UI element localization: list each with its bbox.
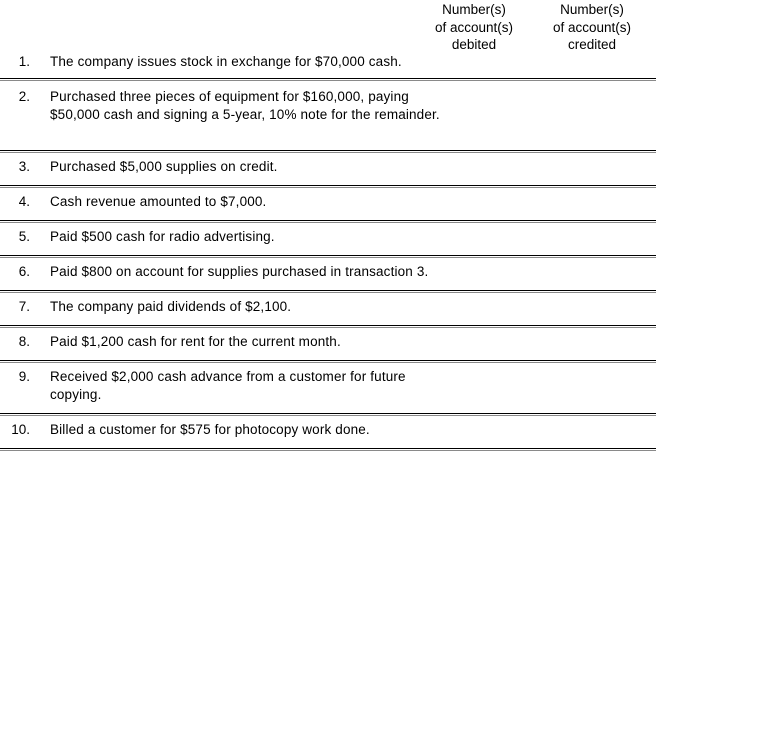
transaction-row (0, 257, 656, 291)
transaction-row (0, 52, 656, 79)
transaction-row (0, 327, 656, 361)
transaction-number: 6. (18, 264, 30, 279)
transaction-description: The company issues stock in exchange for $70,000 cash. (50, 54, 402, 69)
transaction-number: 2. (18, 89, 30, 104)
transaction-row (0, 292, 656, 326)
transaction-number: 9. (18, 369, 30, 384)
transaction-row (0, 187, 656, 221)
credited-header-line-2: of account(s) (552, 19, 632, 35)
transaction-description: Paid $1,200 cash for rent for the current month. (50, 334, 341, 349)
transaction-description: Paid $500 cash for radio advertising. (50, 229, 275, 244)
transaction-number: 3. (18, 159, 30, 174)
transaction-number: 10. (11, 422, 30, 437)
transaction-description: Purchased three pieces of equipment for $160,000, paying $50,000 cash and signing a 5-year, 10% note for the remainder. (50, 89, 440, 122)
debited-header-line-1: Number(s) (442, 2, 506, 17)
transaction-description: Purchased $5,000 supplies on credit. (50, 159, 278, 174)
transaction-description: Cash revenue amounted to $7,000. (50, 194, 267, 209)
transaction-number: 7. (18, 299, 30, 314)
transaction-description: Paid $800 on account for supplies purchased in transaction 3. (50, 264, 429, 279)
transaction-row (0, 222, 656, 256)
transaction-description: The company paid dividends of $2,100. (50, 299, 292, 314)
debited-header-line-3: debited (451, 37, 497, 52)
debited-header-line-2: of account(s) (434, 19, 514, 35)
transaction-number: 8. (18, 334, 30, 349)
transaction-row (0, 152, 656, 186)
transaction-number: 4. (18, 194, 30, 209)
transaction-number: 1. (18, 54, 30, 69)
credited-column-header (537, 1, 647, 54)
transaction-row (0, 80, 656, 151)
credited-header-line-3: credited (567, 37, 617, 52)
debited-column-header (419, 1, 529, 54)
transaction-description: Received $2,000 cash advance from a customer for future copying. (50, 369, 406, 402)
transaction-number: 5. (18, 229, 30, 244)
transaction-description: Billed a customer for $575 for photocopy work done. (50, 422, 370, 437)
column-headers (0, 0, 656, 52)
credited-header-line-1: Number(s) (560, 2, 624, 17)
transaction-row (0, 415, 656, 449)
transaction-row (0, 362, 656, 414)
